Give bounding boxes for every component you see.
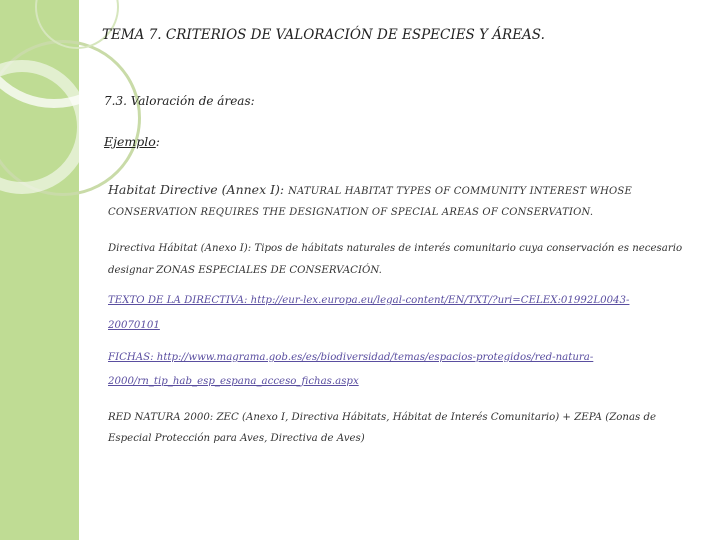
directive-text-link-cont[interactable]: 20070101 [108,320,160,331]
example-label: Ejemplo [104,134,156,149]
fichas-link-cont[interactable]: 2000/rn_tip_hab_esp_espana_acceso_fichas.aspx [108,376,359,387]
habitat-directive-en-line1 [108,182,698,197]
habitat-directive-es-line2: designar ZONAS ESPECIALES DE CONSERVACIÓN. [108,265,382,276]
directive-text-link[interactable]: TEXTO DE LA DIRECTIVA: http://eur-lex.europa.eu/legal-content/EN/TXT/?uri=CELEX:01992L0043- [108,295,630,306]
fichas-link[interactable]: FICHAS: http://www.magrama.gob.es/es/biodiversidad/temas/espacios-protegidos/red-natura- [108,352,594,363]
habitat-directive-es-line1: Directiva Hábitat (Anexo I): Tipos de hábitats naturales de interés comunitario cuya conservación es necesario [108,243,683,254]
natura-2000-line1: RED NATURA 2000: ZEC (Anexo I, Directiva Hábitats, Hábitat de Interés Comunitario) + ZEPA (Zonas de [108,412,657,423]
example-heading [104,134,160,149]
example-colon: : [155,134,160,149]
habitat-directive-en-line2: CONSERVATION REQUIRES THE DESIGNATION OF SPECIAL AREAS OF CONSERVATION. [108,207,594,218]
habitat-directive-en-caps: NATURAL HABITAT TYPES OF COMMUNITY INTEREST WHOSE [288,186,632,197]
slide-title: TEMA 7. CRITERIOS DE VALORACIÓN DE ESPECIES Y ÁREAS. [102,27,545,43]
habitat-directive-en-prefix: Habitat Directive (Annex I): [108,182,285,197]
section-subtitle: 7.3. Valoración de áreas: [104,94,255,108]
natura-2000-line2: Especial Protección para Aves, Directiva de Aves) [108,433,365,444]
